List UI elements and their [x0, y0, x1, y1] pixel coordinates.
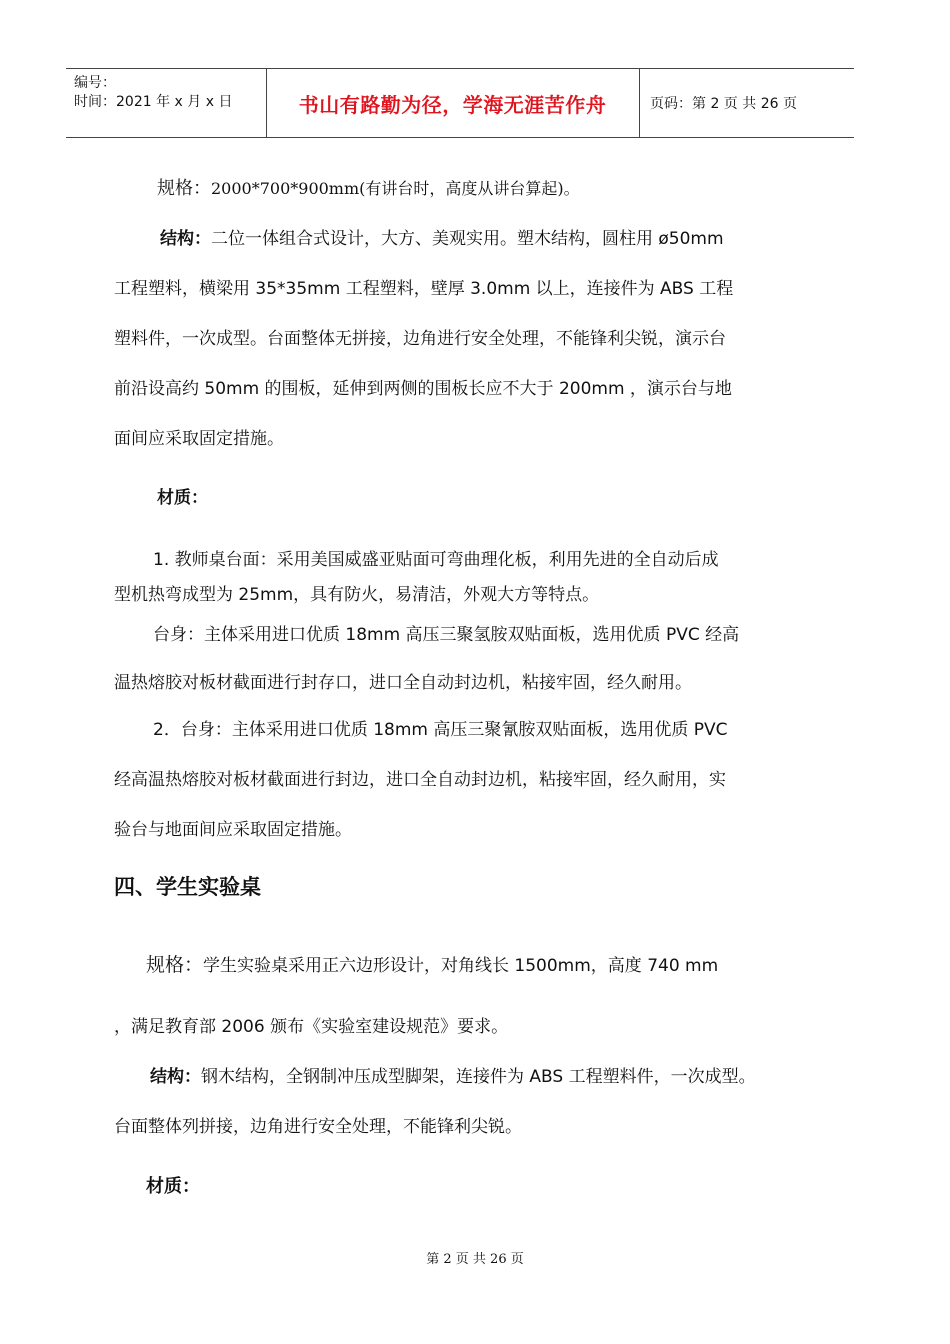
s4-structure-label: 结构： — [150, 1067, 201, 1087]
spec-paragraph — [157, 174, 580, 200]
structure-line-3: 塑料件，一次成型。台面整体无拼接，边角进行安全处理，不能锋利尖锐，演示台 — [114, 329, 726, 349]
s4-structure-line-2: 台面整体列拼接，边角进行安全处理，不能锋利尖锐。 — [114, 1117, 522, 1137]
header-page-cell — [640, 69, 854, 137]
structure-line-4: 前沿设高约 50mm 的围板，延伸到两侧的围板长应不大于 200mm ，演示台与地 — [114, 379, 732, 399]
s4-structure-line-1 — [150, 1062, 756, 1087]
page-footer: 第 2 页 共 26 页 — [426, 1252, 524, 1267]
spec-label: 规格： — [157, 178, 211, 199]
s4-spec-label: 规格： — [146, 954, 204, 976]
material-2-line-2: 经高温热熔胶对板材截面进行封边，进口全自动封边机，粘接牢固，经久耐用，实 — [114, 770, 726, 790]
header-page-number: 页码：第 2 页 共 26 页 — [650, 96, 797, 112]
structure-label: 结构： — [160, 229, 211, 249]
s4-spec-line-2: ，满足教育部 2006 颁布《实验室建设规范》要求。 — [114, 1017, 509, 1037]
header-motto: 书山有路勤为径，学海无涯苦作舟 — [298, 93, 607, 117]
material-1-line-2: 型机热弯成型为 25mm，具有防火，易清洁，外观大方等特点。 — [114, 585, 600, 605]
header-motto-cell — [266, 69, 640, 137]
structure-line-2: 工程塑料，横梁用 35*35mm 工程塑料，壁厚 3.0mm 以上，连接件为 ABS 工程 — [114, 279, 734, 299]
spec-text: 2000*700*900mm(有讲台时，高度从讲台算起)。 — [211, 179, 580, 198]
body-line-2: 温热熔胶对板材截面进行封存口，进口全自动封边机，粘接牢固，经久耐用。 — [114, 673, 692, 693]
material-2-line-1: 2．台身：主体采用进口优质 18mm 高压三聚氰胺双贴面板，选用优质 PVC — [153, 720, 728, 740]
structure-line-5: 面间应采取固定措施。 — [114, 429, 284, 449]
s4-spec-line-1 — [146, 950, 718, 977]
s4-structure-text: 钢木结构，全钢制冲压成型脚架，连接件为 ABS 工程塑料件，一次成型。 — [201, 1067, 756, 1087]
page-header — [66, 68, 854, 138]
material-heading: 材质： — [157, 488, 208, 508]
header-info-cell — [66, 69, 267, 137]
structure-text: 二位一体组合式设计，大方、美观实用。塑木结构，圆柱用 ø50mm — [211, 229, 724, 249]
material-1-line-1: 1. 教师桌台面：采用美国威盛亚贴面可弯曲理化板，利用先进的全自动后成 — [153, 550, 719, 570]
material-2-line-3: 验台与地面间应采取固定措施。 — [114, 820, 352, 840]
body-line-1: 台身：主体采用进口优质 18mm 高压三聚氢胺双贴面板，选用优质 PVC 经高 — [153, 625, 740, 645]
s4-spec-text: 学生实验桌采用正六边形设计，对角线长 1500mm，高度 740 mm — [203, 956, 719, 976]
section-4-heading: 四、学生实验桌 — [114, 875, 261, 899]
s4-material-heading: 材质： — [146, 1176, 200, 1197]
doc-time-label: 时间：2021 年 x 月 x 日 — [74, 94, 233, 110]
doc-code-label: 编号： — [74, 75, 116, 91]
structure-line-1 — [160, 224, 724, 249]
